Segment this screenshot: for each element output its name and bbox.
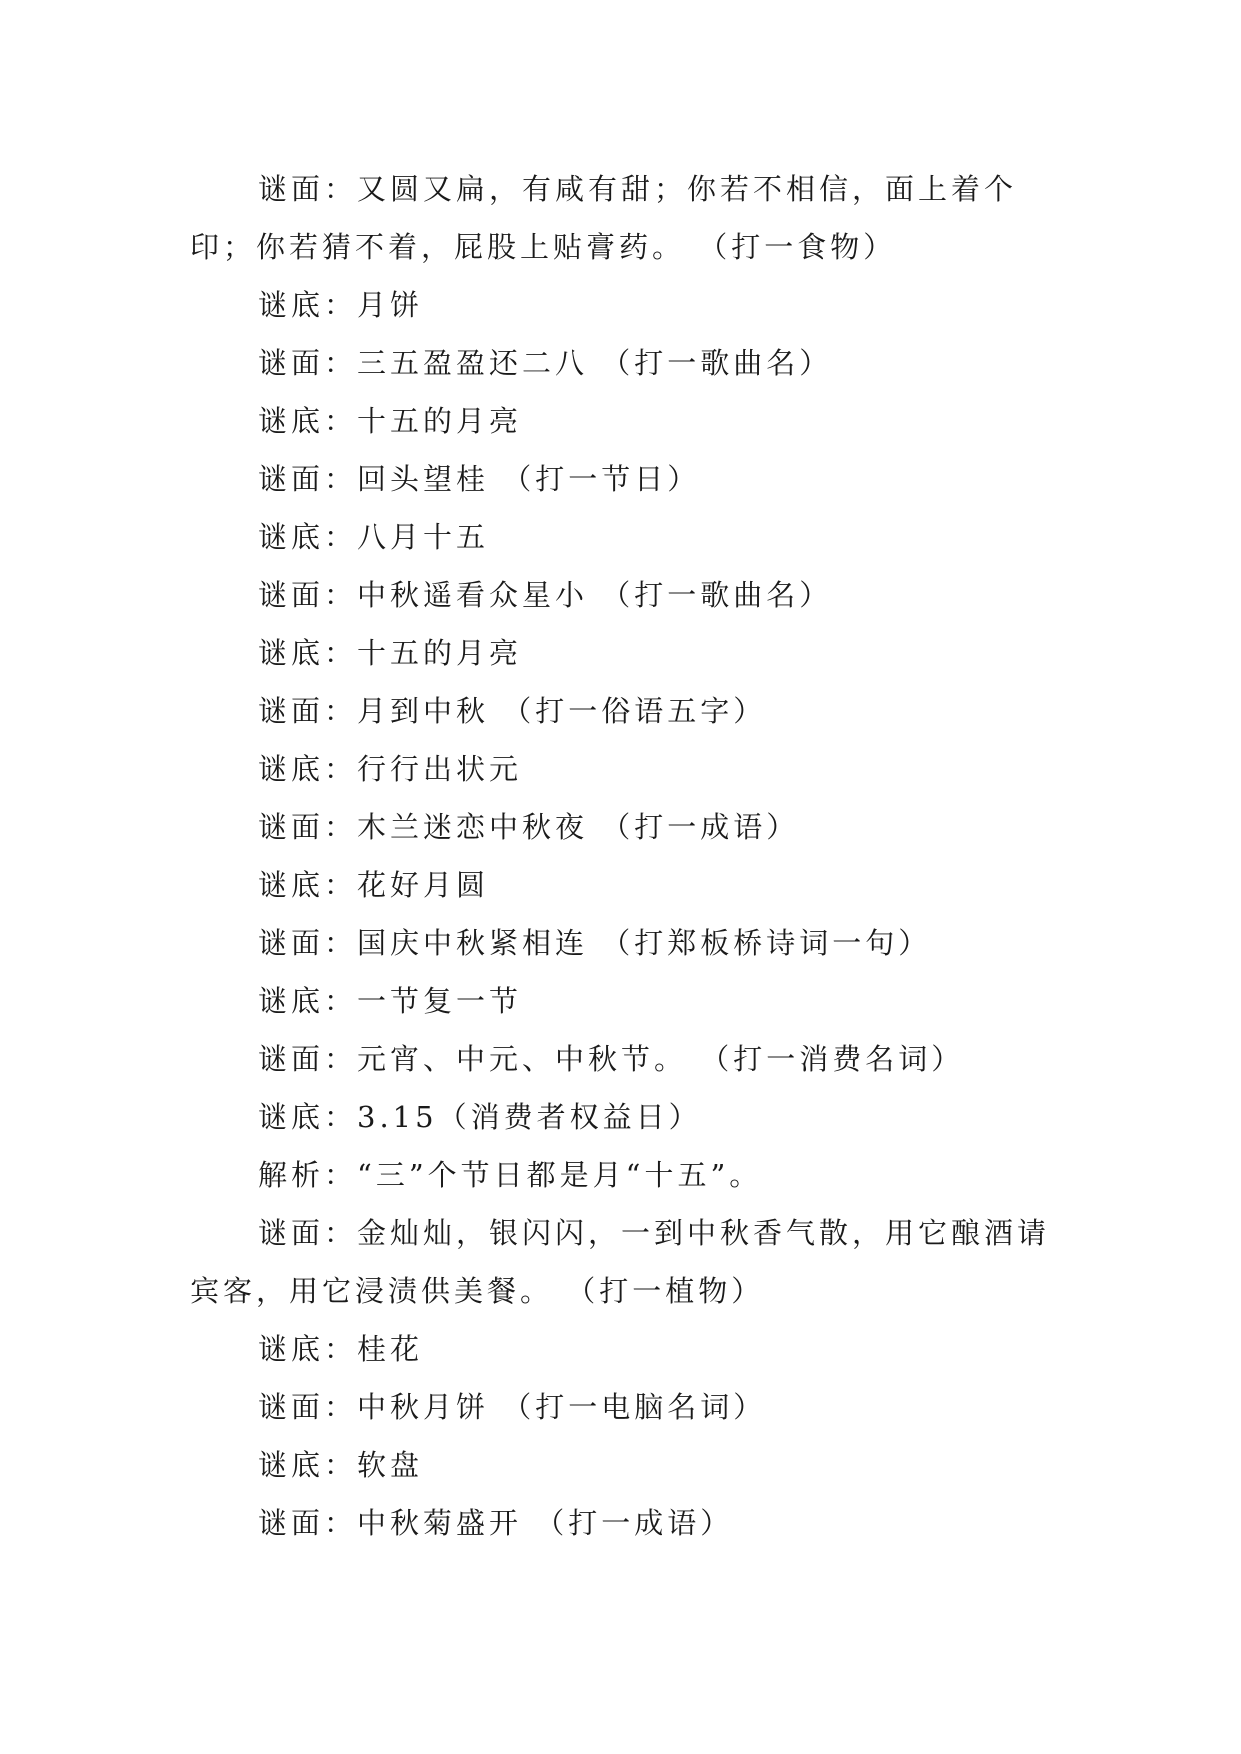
- riddle-question: 谜面：国庆中秋紧相连 （打郑板桥诗词一句）: [258, 926, 932, 960]
- riddle-question: 谜面：月到中秋 （打一俗语五字）: [258, 694, 767, 728]
- riddle-answer: 谜底：八月十五: [258, 520, 490, 554]
- riddle-question: 谜面：回头望桂 （打一节日）: [258, 462, 701, 496]
- riddle-question: 谜面：又圆又扁，有咸有甜；你若不相信，面上着个印；你若猜不着，屁股上贴膏药。 （打一食物）: [190, 172, 1018, 264]
- riddle-question: 谜面：木兰迷恋中秋夜 （打一成语）: [258, 810, 800, 844]
- riddle-question: 谜面：金灿灿，银闪闪，一到中秋香气散，用它酿酒请宾客，用它浸渍供美餐。 （打一植物）: [190, 1216, 1051, 1308]
- document-body: [190, 160, 1050, 1552]
- riddle-question: 谜面：元宵、中元、中秋节。 （打一消费名词）: [258, 1042, 965, 1076]
- riddle-answer: 谜底：十五的月亮: [258, 404, 523, 438]
- riddle-answer: 谜底：桂花: [258, 1332, 424, 1366]
- riddle-answer: 谜底：一节复一节: [258, 984, 523, 1018]
- riddle-explanation: 解析：“三”个节日都是月“十五”。: [258, 1158, 763, 1192]
- riddle-question: 谜面：中秋遥看众星小 （打一歌曲名）: [258, 578, 833, 612]
- riddle-answer: 谜底：花好月圆: [258, 868, 490, 902]
- riddle-answer: 谜底：十五的月亮: [258, 636, 523, 670]
- riddle-answer: 谜底：行行出状元: [258, 752, 523, 786]
- riddle-answer: 谜底：软盘: [258, 1448, 424, 1482]
- riddle-answer: 谜底：3.15（消费者权益日）: [258, 1100, 702, 1134]
- riddle-question: 谜面：三五盈盈还二八 （打一歌曲名）: [258, 346, 833, 380]
- riddle-question: 谜面：中秋月饼 （打一电脑名词）: [258, 1390, 767, 1424]
- riddle-answer: 谜底：月饼: [258, 288, 424, 322]
- riddle-question: 谜面：中秋菊盛开 （打一成语）: [258, 1506, 734, 1540]
